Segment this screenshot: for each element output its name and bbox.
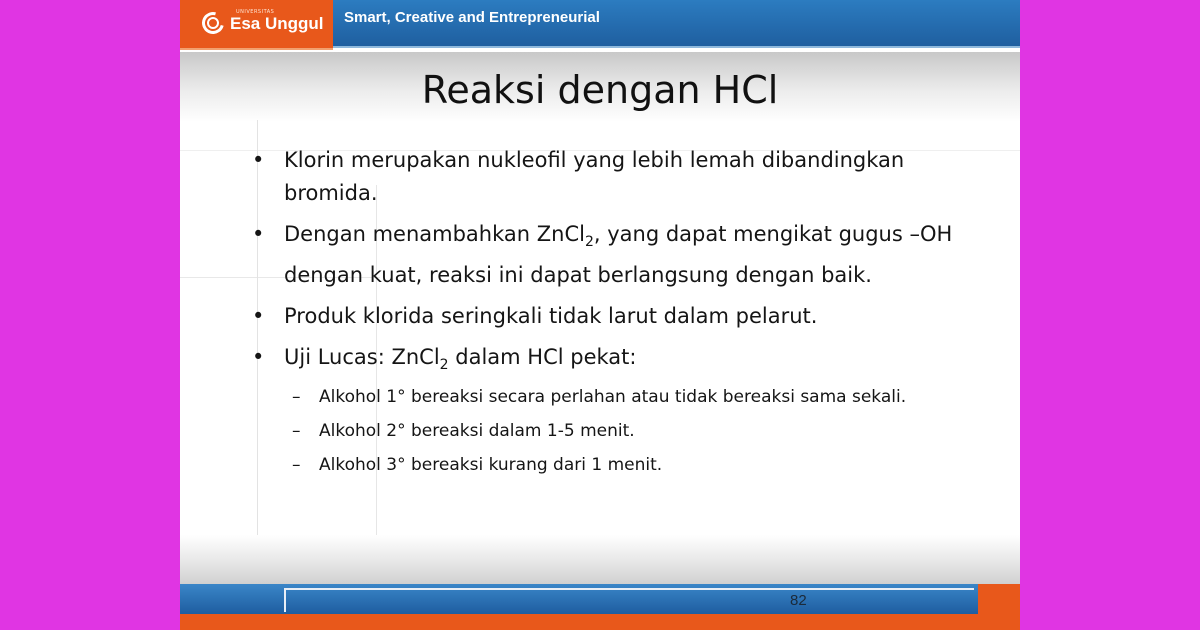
page-number: 82	[790, 592, 807, 609]
sub-bullet-item	[284, 384, 972, 410]
sub-bullet-text: Alkohol 2° bereaksi dalam 1-5 menit.	[319, 421, 635, 442]
footer-frame	[284, 588, 974, 612]
bullet-item	[252, 218, 972, 292]
sub-bullet-text: Alkohol 3° bereaksi kurang dari 1 menit.	[319, 455, 663, 476]
footer-shadow-band	[180, 535, 1020, 585]
bullet-icon: •	[252, 148, 265, 172]
bullet-text-post: dalam HCl pekat:	[448, 345, 637, 370]
bullet-icon: •	[252, 304, 265, 329]
bullet-text-post: , yang dapat mengikat gugus –OH dengan kuat, reaksi ini dapat berlangsung dengan baik.	[284, 222, 953, 288]
sub-bullet-list	[284, 384, 972, 478]
footer-accent	[978, 584, 1020, 614]
sub-bullet-item	[284, 452, 972, 478]
tagline: Smart, Creative and Entrepreneurial	[344, 9, 600, 26]
header-divider	[333, 46, 1020, 48]
bullet-text-pre: Dengan menambahkan ZnCl	[284, 222, 585, 246]
sub-bullet-text: Alkohol 1° bereaksi secara perlahan atau tidak bereaksi sama sekali.	[319, 387, 907, 408]
logo-inner-ring-icon	[207, 17, 219, 29]
bullet-item	[252, 144, 972, 210]
bullet-text: Produk klorida seringkali tidak larut dalam pelarut.	[284, 304, 818, 329]
slide	[180, 0, 1020, 630]
bullet-icon: •	[252, 222, 265, 246]
logo-box	[180, 0, 333, 50]
subscript: 2	[584, 234, 594, 251]
bullet-icon: •	[252, 345, 265, 370]
dash-icon: –	[292, 421, 301, 442]
bullet-text-pre: Uji Lucas: ZnCl	[284, 345, 440, 370]
bullet-list	[252, 144, 972, 486]
footer-bottom-bar	[180, 614, 1020, 630]
logo-text: Esa Unggul	[230, 14, 324, 33]
slide-title: Reaksi dengan HCl	[421, 68, 779, 112]
logo-caption: UNIVERSITAS	[236, 9, 275, 15]
bullet-text: Klorin merupakan nukleofil yang lebih lemah dibandingkan bromida.	[284, 148, 905, 205]
bullet-item	[252, 300, 972, 333]
slide-header	[180, 0, 1020, 52]
dash-icon: –	[292, 455, 301, 476]
bullet-item	[252, 341, 972, 478]
sub-bullet-item	[284, 418, 972, 444]
dash-icon: –	[292, 387, 301, 408]
subscript: 2	[439, 357, 449, 374]
